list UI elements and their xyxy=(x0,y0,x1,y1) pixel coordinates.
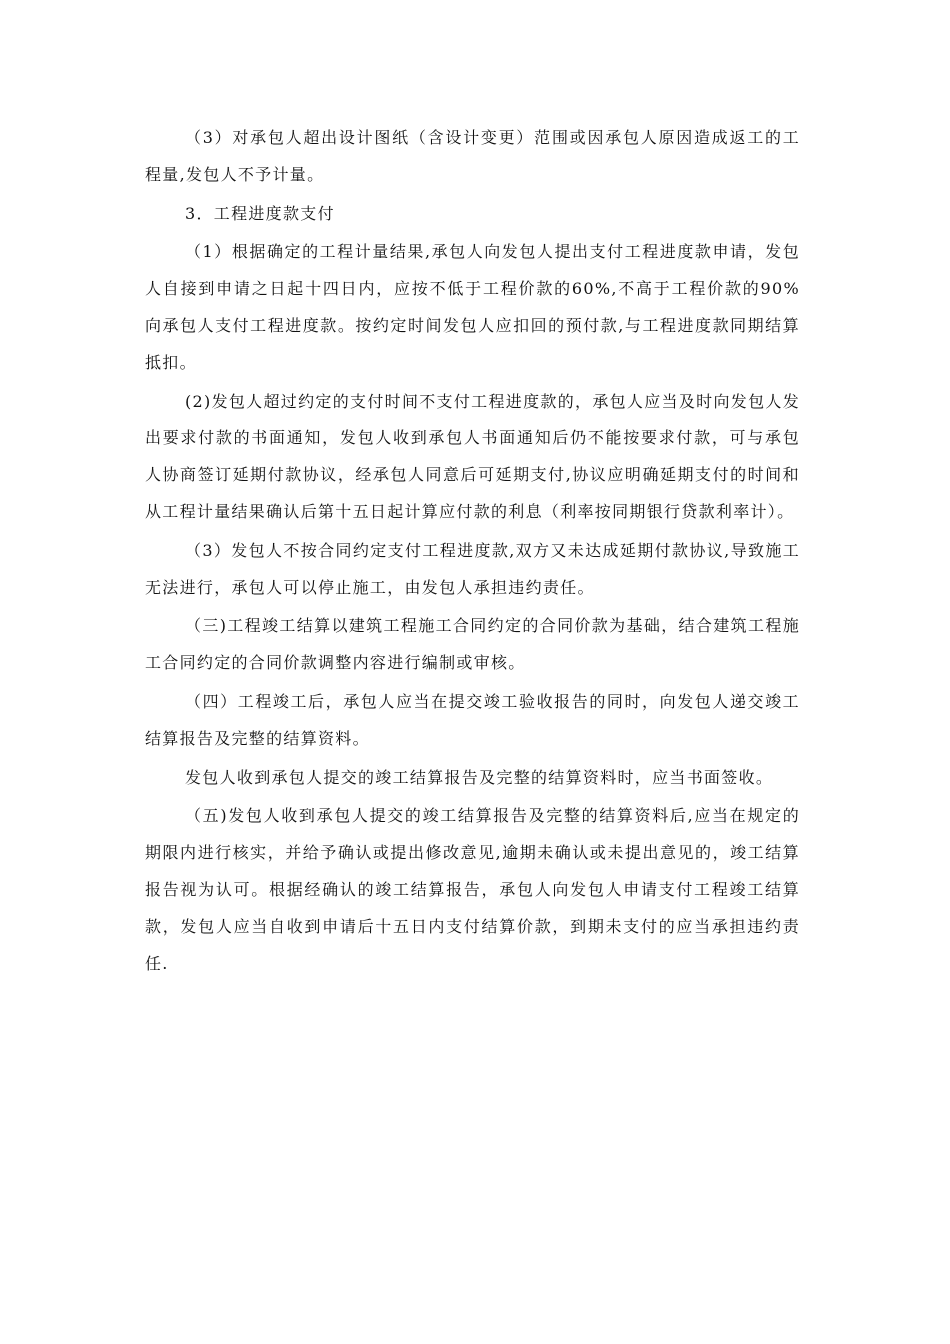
paragraph-payment-3: （3）发包人不按合同约定支付工程进度款,双方又未达成延期付款协议,导致施工无法进行，承包人可以停止施工，由发包人承担违约责任。 xyxy=(145,540,800,597)
paragraph-payment-1: （1）根据确定的工程计量结果,承包人向发包人提出支付工程进度款申请，发包人自接到申请之日起十四日内，应按不低于工程价款的60%,不高于工程价款的90%向承包人支付工程进度款。按约定时间发包人应扣回的预付款,与工程进度款同期结算抵扣。 xyxy=(145,242,800,372)
paragraph-settlement-5: （五)发包人收到承包人提交的竣工结算报告及完整的结算资料后,应当在规定的期限内进行核实，并给予确认或提出修改意见,逾期未确认或未提出意见的，竣工结算报告视为认可。根据经确认的竣工结算报告，承包人向发包人申请支付工程竣工结算款，发包人应当自收到申请后十五日内支付结算价款，到期未支付的应当承担违约责任. xyxy=(145,806,800,973)
paragraph-payment-2: (2)发包人超过约定的支付时间不支付工程进度款的，承包人应当及时向发包人发出要求付款的书面通知，发包人收到承包人书面通知后仍不能按要求付款，可与承包人协商签订延期付款协议，经承包人同意后可延期支付,协议应明确延期支付的时间和从工程计量结果确认后第十五日起计算应付款的利息（利率按同期银行贷款利率计）。 xyxy=(145,391,800,521)
document-body xyxy=(145,120,800,984)
paragraph-settlement-3: （三)工程竣工结算以建筑工程施工合同约定的合同价款为基础，结合建筑工程施工合同约定的合同价款调整内容进行编制或审核。 xyxy=(145,616,800,673)
paragraph-measurement-3: （3）对承包人超出设计图纸（含设计变更）范围或因承包人原因造成返工的工程量,发包人不予计量。 xyxy=(145,128,800,184)
paragraph-settlement-receipt: 发包人收到承包人提交的竣工结算报告及完整的结算资料时，应当书面签收。 xyxy=(185,767,774,787)
paragraph-settlement-4: （四）工程竣工后，承包人应当在提交竣工验收报告的同时，向发包人递交竣工结算报告及完整的结算资料。 xyxy=(145,691,800,748)
section-heading-progress-payment: 3．工程进度款支付 xyxy=(185,203,335,223)
